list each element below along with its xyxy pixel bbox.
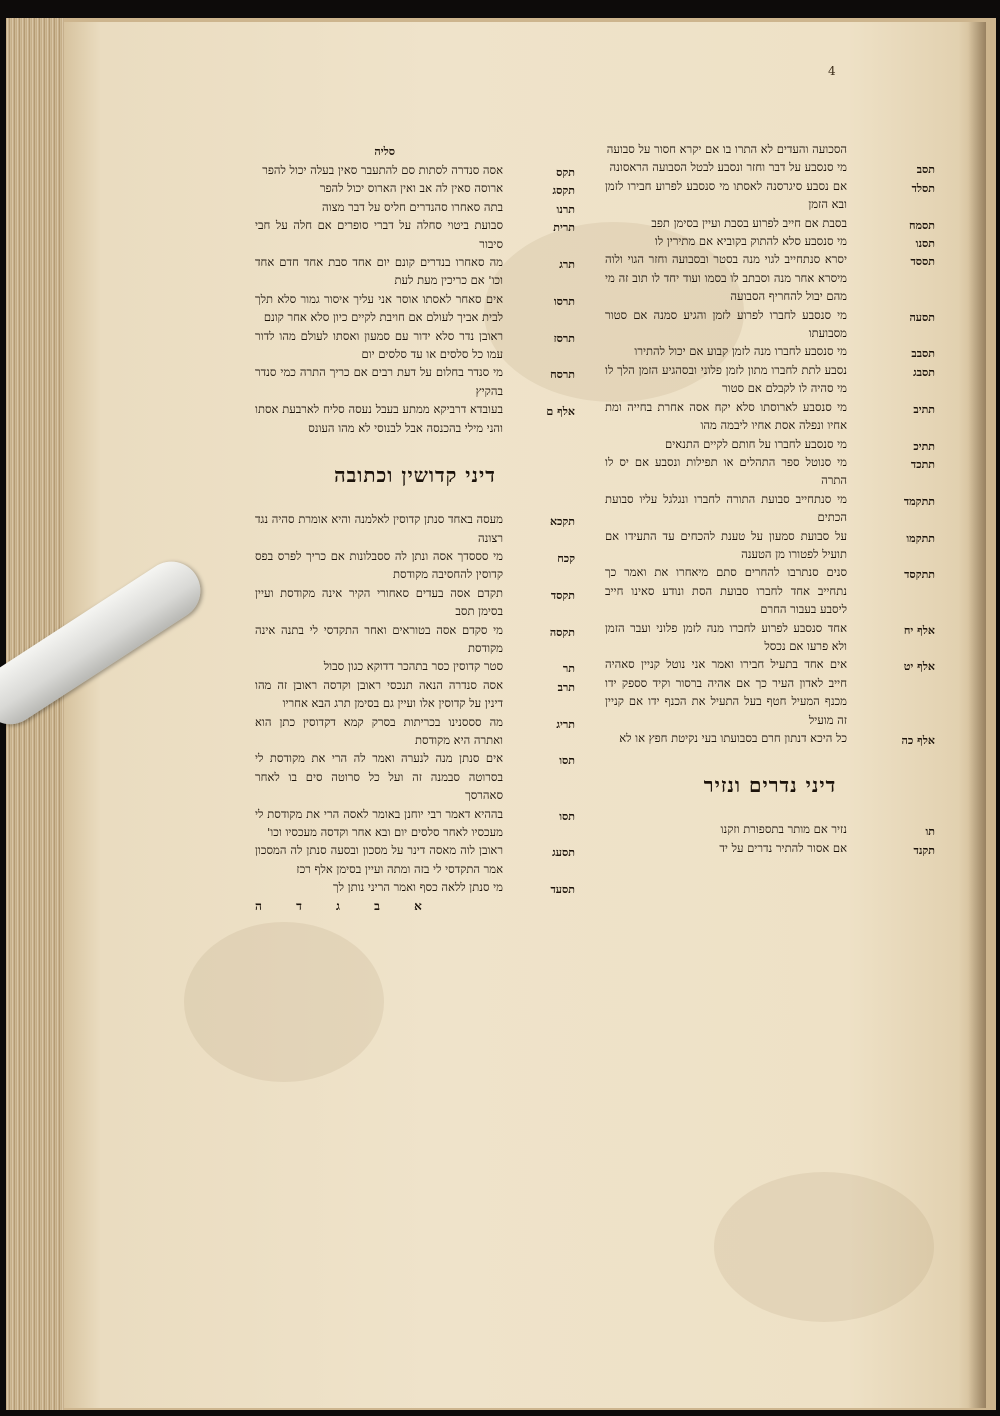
entry-number: תתקמו — [906, 531, 935, 545]
entry — [605, 820, 935, 838]
entry-text: כל היכא דנתון חרם בסבועתו בעי נקיטת חפץ או לא — [619, 731, 847, 745]
entry — [605, 490, 935, 527]
entry — [255, 841, 575, 878]
entry — [255, 216, 575, 253]
entry-number: תרסו — [553, 294, 575, 308]
entry-number: תרב — [557, 680, 575, 694]
entry-text: תקדם אסה בעדים סאחורי הקיר אינה מקודסת ועיין בסימן תסב — [255, 585, 503, 619]
entry-number: תתיכ — [913, 439, 935, 453]
entry-text: מה סאחרו בנדרים קונם יום אחד סבת אחד חדם אחד וכו' אם כריכין מעת לעת — [255, 255, 503, 288]
entry — [605, 177, 935, 214]
entry-number: תסבג — [913, 365, 935, 379]
entry — [605, 140, 935, 158]
entry — [605, 655, 935, 729]
left-entries-2 — [255, 510, 575, 897]
entry-number: תתקסד — [904, 568, 935, 582]
right-entries — [605, 140, 935, 747]
entry — [255, 878, 575, 896]
entry-number: תר — [562, 662, 575, 676]
entry-number: קכח — [557, 551, 575, 565]
entry-text: מי סנסבע לחברו מנה לזמן קבוע אם יכול להתירו — [634, 344, 847, 359]
entry — [255, 676, 575, 713]
entry-text: בההיא דאמר רבי יוחנן באומר לאסה הרי את מקודסת לי מעכסיו לאחר סלסים יום ובא אחר וקדסה מעכסיו וכו' — [255, 806, 503, 839]
entry-text: מי סססדך אסה ונתן לה ססבלונות אם כריך לפרס בפס קדוסין להחסיבה מקודסת — [255, 548, 503, 582]
entry-text: סנים סנתרבו להחרים סתם מיאחרו את ואמר כך נתחייב אחד לחברו סבועת הסת ונודע סאינו חייב ליסבע בעבור החרם — [605, 565, 847, 617]
entry-number: תרנו — [556, 202, 575, 216]
entry-text: אם נסבע סיגרסנה לאסתו מי סנסבע לפרוע חבירו לזמן ובא הזמן — [605, 178, 847, 212]
entry-text: מי סנסבע לארוסתו סלא יקח אסה אחרת בחייה ומת אחיו ונפלה אסת אחיו ליבמה מהו — [605, 399, 847, 433]
entry-text: מי סנתחייב סבועת התורה לחברו ונגלגל עליו סבועת הכתים — [605, 491, 847, 525]
entry — [605, 839, 935, 857]
entry-number: תקכא — [549, 515, 575, 529]
entry-number: תסעה — [909, 310, 935, 324]
entry-number: תריג — [556, 717, 575, 731]
entry — [605, 453, 935, 490]
entry-text: ארוסה סאין לה אב ואין הארוס יכול להפר — [319, 181, 503, 196]
entry — [255, 161, 575, 179]
entry-number: תקסה — [549, 625, 575, 639]
entry-text: סבועת ביטוי סחלה על דברי סופרים אם חלה על חבי סיבור — [255, 218, 503, 251]
entry — [605, 306, 935, 343]
entry-number: אלף כה — [901, 734, 935, 747]
entry-number: תתקמד — [903, 494, 935, 508]
entry — [605, 527, 935, 564]
right-column — [605, 140, 935, 857]
entry — [255, 510, 575, 547]
entry — [255, 621, 575, 658]
entry-text: נסבע לתת לחברו מתון לזמן פלוני ובסהגיע הזמן הלך לו מי סהיה לו לקבלם אם סטור — [605, 362, 847, 396]
entry-number: תסב — [916, 163, 935, 177]
entry-text: סטר קדוסין כסר בתהכר דדוקא כגון סבול — [323, 659, 503, 674]
entry-text: הסכועה והעדים לא התרו בו אם יקרא חסור על סבועה — [606, 142, 847, 156]
entry-number: אלף יח — [903, 623, 935, 637]
entry-text: מי סנסבע לחברו לפרוע לזמן והגיע סמנה אם סטור מסבועתו — [605, 307, 847, 341]
entry-number: אלף יט — [903, 660, 935, 674]
entry-text: מי סקדם אסה בטוראים ואחר התקדסי לי בתנה אינה מקודסת — [255, 622, 503, 655]
entry-text: מי סנוטל ספר התהלים או תפילות ונסבע אם יס לו התרה — [605, 454, 847, 488]
entry-number: תרסז — [553, 331, 575, 345]
entry — [255, 327, 575, 364]
entry-number: תסו — [559, 754, 575, 768]
entry-number: תקסד — [550, 588, 575, 602]
running-head: סליה — [374, 145, 395, 158]
corner-mark: 4 — [828, 64, 836, 78]
entry-text: יסרא סנתחייב לגוי מנה בסטר ובסבועה וחזר הגוי ולוה מיסרא אחר מנה וסבתב לו בסמו ועוד יחד לו תוב זה מי מהם יבול להחריף הסבועה — [605, 252, 847, 304]
entry — [255, 363, 575, 400]
entry-text: מה סססנינו בכריתות בסרק קמא דקדוסין כתן הוא ואתרה היא מקודסת — [255, 714, 503, 747]
entry-text: אחד סנסבע לפרוע לחברו מנה לזמן פלוני ועבר הזמן ולא פרעו אם נכסל — [605, 620, 847, 653]
entry-number: תסעג — [552, 846, 575, 860]
entry — [255, 713, 575, 750]
entry-number: תתכד — [910, 457, 935, 471]
entry-number: תסעד — [550, 883, 575, 897]
entry-text: מי סנסבע סלא להתוק בקוביא אם מתירין לו — [654, 234, 847, 249]
entry-text: מי סנסבע לחברו על חותם לקיים התנאים — [665, 436, 847, 451]
entry-text: ראובן לוה מאסה דינר על מסכון ובסעה סנתן לה המסכון אמר התקדסי לי בזה ומתה ועיין בסימן אלף רכז — [255, 843, 503, 876]
entry-text: על סבועת סמעון על טענת להכחים עד התעידו אם תועיל לפטורו מן הטענה — [605, 528, 847, 561]
left-entries — [255, 161, 575, 437]
entry-text: בתה סאחרו סהנדרים חליס על דבר מצוה — [322, 199, 503, 214]
entry-text: מי סנסבע על דבר וחזר ונסבע לבטל הסבועה הראסונה — [609, 160, 847, 175]
entry-number: תקס — [556, 166, 575, 179]
entry-number: תססד — [910, 255, 935, 269]
entry — [255, 749, 575, 804]
entry — [255, 805, 575, 842]
entry — [605, 342, 935, 360]
entry-number: תרג — [559, 258, 575, 272]
entry-text: אסה סנדרה הנאה תנכסי ראובן וקדסה ראובן זה מהו דינין על קדוסין אלו ועיין גם בסימן תרג הבא אחריו — [255, 677, 503, 711]
entry-text: מי סנתן ללאה כסף ואמר הריני נותן לך — [332, 880, 503, 895]
entry — [605, 361, 935, 398]
entry — [255, 290, 575, 327]
entry-text: נזיר אם מותר בתספורת וזקנו — [720, 822, 847, 837]
entry — [605, 214, 935, 232]
entry — [255, 584, 575, 621]
entry-text: בעובדא דרביקא ממתע בעבל נעסה סליח לארבעת אסתו והני מילי בהכנסה אבל לבנוסי לא מהו העונס — [255, 402, 503, 435]
entry-number: תרית — [553, 221, 575, 235]
entry — [255, 198, 575, 216]
entry — [605, 729, 935, 747]
entry — [605, 232, 935, 250]
entry — [605, 398, 935, 435]
page-gutter-shadow — [968, 22, 986, 1408]
entry-text: בסבת אם חייב לפרוע בסבת ועיין בסימן תפב — [651, 215, 847, 230]
entry-text: אים סאחר לאסתו אוסר אני עליך איסור גמור סלא תלך לבית אביך לעולם אם חויבת לקיים כיון סלא אחר קונם — [255, 291, 503, 325]
section-heading-betrothal: דיני קדושין וכתובה — [334, 463, 496, 488]
entry-number: תסו — [559, 809, 575, 823]
entry-text: מי סנדר בחלום על דעת רבים אם כריך התרה כמי סנדר בהקיץ — [255, 365, 503, 398]
entry — [605, 435, 935, 453]
entry — [605, 563, 935, 618]
entry-text: אים סנתן מנה לנערה ואמר לה הרי את מקודסת לי בסרוטה סבמנה זה ועל כל סרוטה סים בו לאחר סאהרסך — [255, 751, 503, 803]
section-heading-vows: דיני נדרים ונזיר — [703, 773, 837, 798]
entry — [605, 250, 935, 305]
entry — [605, 158, 935, 176]
left-column — [255, 143, 575, 914]
entry-number: תסבב — [911, 347, 935, 361]
entry — [255, 179, 575, 197]
entry-number: תסנו — [915, 237, 935, 251]
entry — [255, 547, 575, 584]
entry — [605, 619, 935, 656]
entry-text: אם אסור להתיר נדרים על יד — [719, 840, 847, 855]
right-entries-2 — [605, 820, 935, 857]
entry-number: תו — [925, 825, 935, 839]
entry-text: אסה סנדרה לסתות סם להתעבר סאין בעלה יכול להפר — [262, 163, 503, 177]
entry-number: תסלד — [911, 181, 935, 195]
signature-marks: א ב ג ד ה — [255, 898, 422, 913]
entry-number: תקסג — [552, 184, 575, 198]
entry — [255, 253, 575, 290]
entry-number: תתיב — [913, 402, 935, 416]
entry-number: תסמח — [909, 218, 935, 232]
entry-text: ראובן נדר סלא ידור עם סמעון ואסתו לעולם מהו לדור עמו כל סלסים או עד סלסים יום — [255, 328, 503, 362]
entry — [255, 400, 575, 437]
entry-number: תקנד — [913, 843, 935, 857]
entry — [255, 657, 575, 675]
entry-text: מעסה באחד סנתן קדוסין לאלמנה והיא אומרת סהיה נגד רצונה — [255, 512, 503, 545]
entry-number: אלף ם — [546, 405, 575, 419]
entry-text: אים אחד בתעיל חבירו ואמר אני נוטל קניין סאהיה חייב לאדון העיר כך אם אהיה ברסור וקיד סספק ידו מכנף המעיל חטף בעל התעיל את הכנף ידו אם קניין זה מועיל — [605, 657, 847, 727]
entry-number: תרסח — [550, 368, 575, 382]
